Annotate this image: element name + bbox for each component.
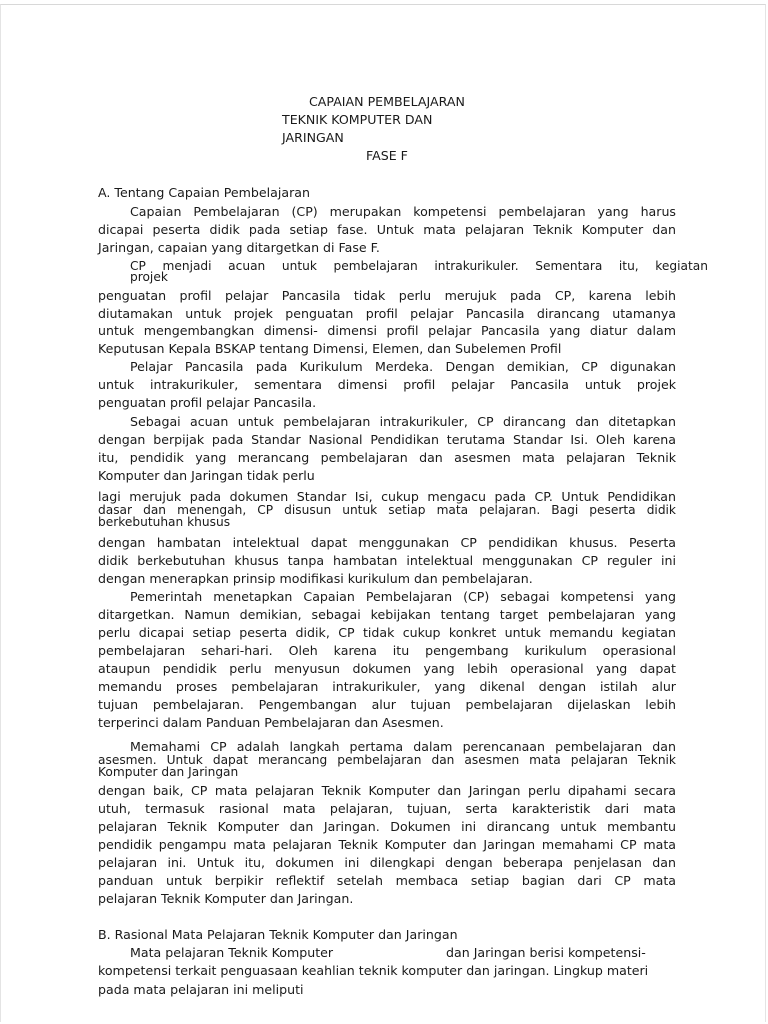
paragraph-line: penguatan profil pelajar Pancasila.	[98, 395, 317, 410]
paragraph-line: lagi merujuk pada dokumen Standar Isi, cukup mengacu pada CP. Untuk Pendidikan	[98, 489, 676, 504]
paragraph-line: terperinci dalam Panduan Pembelajaran dan Asesmen.	[98, 715, 444, 730]
section-b-heading: B. Rasional Mata Pelajaran Teknik Komputer dan Jaringan	[98, 927, 458, 942]
paragraph-line: memandu proses pembelajaran intrakurikuler, yang dikenal dengan istilah alur	[98, 679, 676, 694]
paragraph-line: dasar dan menengah, CP disusun untuk setiap mata pelajaran. Bagi peserta didik	[98, 503, 676, 517]
title-line-2: TEKNIK KOMPUTER DAN	[282, 112, 433, 127]
paragraph-line: panduan untuk berpikir reflektif setelah membaca setiap bagian dari CP mata	[98, 873, 676, 888]
paragraph-line: dengan hambatan intelektual dapat menggunakan CP pendidikan khusus. Peserta	[98, 535, 676, 550]
paragraph-line: dan Jaringan berisi kompetensi-	[446, 945, 646, 960]
paragraph-line: tujuan pembelajaran. Pengembangan alur tujuan pembelajaran dijelaskan lebih	[98, 697, 676, 712]
paragraph-line: Komputer dan Jaringan	[98, 765, 239, 779]
paragraph-line: dengan baik, CP mata pelajaran Teknik Komputer dan Jaringan perlu dipahami secara	[98, 783, 676, 798]
paragraph-line: berkebutuhan khusus	[98, 515, 231, 529]
paragraph-line: untuk intrakurikuler, sementara dimensi profil pelajar Pancasila untuk projek	[98, 377, 676, 392]
paragraph-line: perlu dicapai setiap peserta didik, CP tidak cukup konkret untuk memandu kegiatan	[98, 625, 676, 640]
paragraph-line: Sebagai acuan untuk pembelajaran intrakurikuler, CP dirancang dan ditetapkan	[130, 414, 676, 429]
paragraph-line: kompetensi terkait penguasaan keahlian teknik komputer dan jaringan. Lingkup materi	[98, 963, 649, 978]
paragraph-line: pada mata pelajaran ini meliputi	[98, 982, 304, 997]
paragraph-line: asesmen. Untuk dapat merancang pembelajaran dan asesmen mata pelajaran Teknik	[98, 753, 676, 767]
paragraph-line: penguatan profil pelajar Pancasila tidak perlu merujuk pada CP, karena lebih	[98, 288, 676, 303]
paragraph-line: Keputusan Kepala BSKAP tentang Dimensi, Elemen, dan Subelemen Profil	[98, 341, 562, 356]
paragraph-line: Komputer dan Jaringan tidak perlu	[98, 468, 315, 483]
paragraph-line: Mata pelajaran Teknik Komputer	[130, 945, 334, 960]
paragraph-line: didik berkebutuhan khusus tanpa hambatan intelektual menggunakan CP reguler ini	[98, 553, 676, 568]
paragraph-line: Pelajar Pancasila pada Kurikulum Merdeka. Dengan demikian, CP digunakan	[130, 359, 676, 374]
section-a-heading: A. Tentang Capaian Pembelajaran	[98, 185, 310, 200]
paragraph-line: Capaian Pembelajaran (CP) merupakan kompetensi pembelajaran yang harus	[130, 204, 676, 219]
paragraph-line: dicapai peserta didik pada setiap fase. Untuk mata pelajaran Teknik Komputer dan	[98, 222, 676, 237]
paragraph-line: pelajaran Teknik Komputer dan Jaringan.	[98, 891, 354, 906]
title-line-1: CAPAIAN PEMBELAJARAN	[309, 94, 465, 109]
paragraph-line: Memahami CP adalah langkah pertama dalam perencanaan pembelajaran dan	[130, 739, 676, 754]
paragraph-line: ataupun pendidik perlu menyusun dokumen yang lebih operasional yang dapat	[98, 661, 676, 676]
paragraph-line: CP menjadi acuan untuk pembelajaran intrakurikuler. Sementara itu, kegiatan	[130, 259, 708, 273]
paragraph-line: utuh, termasuk rasional mata pelajaran, tujuan, serta karakteristik dari mata	[98, 801, 676, 816]
paragraph-line: untuk mengembangkan dimensi- dimensi profil pelajar Pancasila yang diatur dalam	[98, 323, 676, 338]
paragraph-line: projek	[130, 270, 168, 284]
paragraph-line: diutamakan untuk projek penguatan profil pelajar Pancasila dirancang utamanya	[98, 306, 676, 321]
paragraph-line: Pemerintah menetapkan Capaian Pembelajaran (CP) sebagai kompetensi yang	[130, 589, 676, 604]
paragraph-line: dengan berpijak pada Standar Nasional Pendidikan terutama Standar Isi. Oleh karena	[98, 432, 676, 447]
paragraph-line: dengan menerapkan prinsip modifikasi kurikulum dan pembelajaran.	[98, 571, 533, 586]
paragraph-line: pembelajaran sehari-hari. Oleh karena itu pengembang kurikulum operasional	[98, 643, 676, 658]
paragraph-line: pelajaran Teknik Komputer dan Jaringan. Dokumen ini dirancang untuk membantu	[98, 819, 676, 834]
paragraph-line: ditargetkan. Namun demikian, sebagai kebijakan tentang target pembelajaran yang	[98, 607, 676, 622]
title-line-4: FASE F	[366, 148, 408, 163]
paragraph-line: pendidik pengampu mata pelajaran Teknik Komputer dan Jaringan memahami CP mata	[98, 837, 676, 852]
paragraph-line: pelajaran ini. Untuk itu, dokumen ini dilengkapi dengan beberapa penjelasan dan	[98, 855, 676, 870]
title-line-3: JARINGAN	[282, 130, 344, 145]
paragraph-line: itu, pendidik yang merancang pembelajaran dan asesmen mata pelajaran Teknik	[98, 450, 676, 465]
paragraph-line: Jaringan, capaian yang ditargetkan di Fase F.	[98, 240, 380, 255]
